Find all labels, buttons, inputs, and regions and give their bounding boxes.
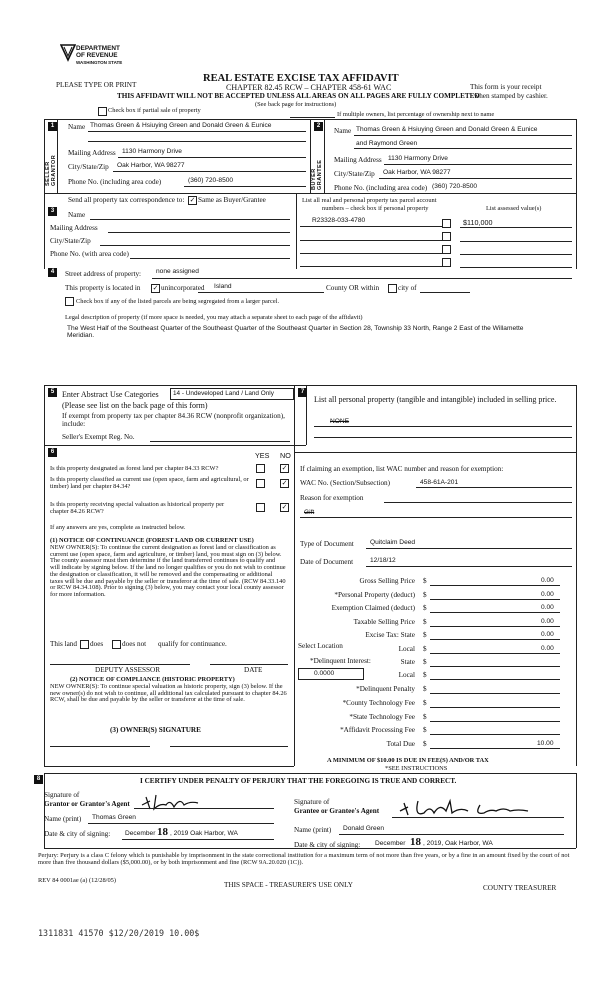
interest-state-label: State	[400, 658, 415, 666]
same-as-buyer-checkbox[interactable]: ✓	[189, 196, 196, 204]
seller-city[interactable]: Oak Harbor, WA 98277	[117, 162, 185, 169]
city-of-checkbox[interactable]	[388, 284, 397, 293]
street-label: Street address of property:	[65, 270, 142, 278]
grantee-signature-icon	[396, 797, 536, 819]
notice1-body: NEW OWNER(S): To continue the current designation as forest land or classification as current use (open space, farm and agriculture, or timber) land, you must sign on (3) below. The county assessor must then determine if the land transferred continues to qualify and will indicate by signing below. If the land no longer qualifies or you do not wish to continue the designation or classification, it will be removed and the compensating or additional taxes will be due and payable by the seller or transferor at the time of sale. (RCW 84.33.140 or RCW 84.34.108). Prior to signing (3) below, you may contact your local county assessor for more information.	[50, 544, 286, 599]
notice2-title: (2) NOTICE OF COMPLIANCE (HISTORIC PROPERTY)	[70, 676, 235, 683]
minimum-due-2: *SEE INSTRUCTIONS	[385, 765, 448, 772]
chapter-ref: CHAPTER 82.45 RCW – CHAPTER 458-61 WAC	[226, 83, 392, 92]
owner-signature-label: (3) OWNER(S) SIGNATURE	[110, 726, 201, 734]
currency-8: $	[423, 671, 427, 679]
wac-label: WAC No. (Section/Subsection)	[300, 479, 391, 487]
section-4-marker: 4	[48, 268, 57, 277]
seller-phone[interactable]: (360) 720-8500	[188, 177, 234, 184]
county-value[interactable]: Island	[214, 283, 232, 290]
forest-yes-checkbox[interactable]	[256, 464, 265, 473]
seller-phone-label: Phone No. (including area code)	[68, 178, 162, 186]
grantee-date-label: Date & city of signing:	[294, 841, 361, 849]
form-number: REV 84 0001ae (a) (12/28/05)	[38, 877, 116, 884]
exemption-deduct-label: Exemption Claimed (deduct)	[331, 604, 415, 612]
gross-selling-label: Gross Selling Price	[359, 577, 415, 585]
section-2-marker: 2	[314, 122, 323, 131]
segregated-checkbox[interactable]	[65, 297, 74, 306]
warning-text: THIS AFFIDAVIT WILL NOT BE ACCEPTED UNLESS ALL AREAS ON ALL PAGES ARE FULLY COMPLETED	[117, 92, 480, 100]
seller-mailing-label: Mailing Address	[68, 149, 116, 157]
parcels-header-2: numbers – check box if personal property	[322, 205, 429, 212]
affidavit-fee-label: *Affidavit Processing Fee	[340, 726, 415, 734]
grantor-date-month[interactable]: December	[125, 830, 156, 837]
forest-no-checkbox[interactable]: ✓	[281, 464, 288, 472]
exempt-note: If exempt from property tax per chapter 84.36 RCW (nonprofit organization), include:	[62, 412, 285, 429]
excise-state-value[interactable]: 0.00	[541, 631, 554, 638]
assessed-header: List assessed value(s)	[486, 205, 542, 212]
seller-name-label: Name	[68, 123, 86, 131]
currency-11: $	[423, 713, 427, 721]
dept-line1: DEPARTMENT	[76, 45, 120, 52]
currency-12: $	[423, 726, 427, 734]
receipt-note-1: This form is your receipt	[470, 83, 542, 91]
question-current-use: Is this property classified as current use (open space, farm and agricultural, or timber) land per chapter 84.34?	[50, 476, 249, 491]
excise-state-label: Excise Tax: State	[365, 631, 415, 639]
grantee-date-month[interactable]: December	[375, 840, 406, 847]
recording-stamp: 1311831 41570 $12/20/2019 10.00$	[38, 928, 200, 938]
logo-mark-icon	[60, 44, 76, 62]
buyer-name-line1[interactable]: Thomas Green & Hsiuying Green and Donald Green & Eunice	[356, 126, 538, 133]
location-select[interactable]	[298, 668, 364, 680]
perjury-notice: Perjury: Perjury is a class C felony which is punishable by imprisonment in the state correctional institution for a maximum term of not more than five years, or by a fine in an amount fixed by the court of not more than five thousand dollars ($5,000.00), or by both imprisonment and fine (RCW 9A.20.020 (1C)).	[38, 852, 570, 867]
grantee-name-label: Name (print)	[294, 826, 332, 834]
seller-name[interactable]: Thomas Green & Hsiuying Green and Donald Green & Eunice	[90, 122, 272, 129]
grantor-date-rest[interactable]: , 2019 Oak Harbor, WA	[170, 830, 238, 837]
parcel-personal-checkbox-4[interactable]	[442, 258, 451, 267]
dor-logo	[60, 44, 76, 67]
seller-side-label: SELLER GRANTOR	[45, 154, 57, 186]
unincorporated-label: unincorporated	[161, 284, 205, 292]
section-5-marker: 5	[48, 388, 57, 397]
street-value[interactable]: none assigned	[156, 268, 199, 275]
state-tech-fee-label: *State Technology Fee	[349, 713, 415, 721]
abstract-select[interactable]	[170, 388, 294, 400]
parcel-number[interactable]: R23328-033-4780	[312, 217, 366, 224]
city-of-label: city of	[398, 284, 417, 292]
location-value: 0.0000	[314, 670, 335, 677]
dept-line2: OF REVENUE	[76, 52, 118, 59]
this-land-label: This land	[50, 640, 77, 648]
partial-sale-label: Check box if partial sale of property	[108, 107, 201, 114]
parcel-personal-checkbox-1[interactable]	[442, 219, 451, 228]
buyer-phone-label: Phone No. (including area code)	[334, 184, 428, 192]
section-6-marker: 6	[48, 448, 57, 457]
legal-label: Legal description of property (if more space is needed, you may attach a separate sheet to each page of the affidavit)	[65, 314, 363, 321]
parcel-personal-checkbox-2[interactable]	[442, 232, 451, 241]
personal-deduct-value[interactable]: 0.00	[541, 591, 554, 598]
historic-yes-checkbox[interactable]	[256, 503, 265, 512]
segregated-label: Check box if any of the listed parcels are being segregated from a larger parcel.	[76, 298, 280, 305]
minimum-due-1: A MINIMUM OF $10.00 IS DUE IN FEE(S) AND/OR TAX	[327, 757, 489, 764]
unincorporated-checkbox[interactable]: ✓	[152, 284, 159, 292]
abstract-label: Enter Abstract Use Categories	[62, 390, 159, 399]
section-8-marker: 8	[34, 775, 43, 784]
doc-type-value[interactable]: Quitclaim Deed	[370, 539, 416, 546]
grantor-name-label: Name (print)	[44, 815, 82, 823]
tax-phone-label: Phone No. (with area code)	[50, 250, 129, 258]
same-as-buyer-label: Same as Buyer/Grantee	[198, 196, 266, 204]
page-title: REAL ESTATE EXCISE TAX AFFIDAVIT	[203, 73, 399, 84]
county-or-within: County OR within	[326, 284, 380, 292]
currency-2: $	[423, 591, 427, 599]
excise-local-label: Local	[398, 645, 415, 653]
grantor-sig-label-1: Signature of	[44, 791, 80, 799]
parcels-header-1: List all real and personal property tax parcel account	[302, 197, 437, 204]
county-treasurer: COUNTY TREASURER	[483, 884, 557, 892]
section-7-marker: 7	[298, 388, 307, 397]
grantee-date-rest[interactable]: , 2019, Oak Harbor, WA	[423, 840, 493, 847]
taxable-selling-label: Taxable Selling Price	[353, 618, 415, 626]
notice2-body: NEW OWNER(S): To continue special valuation as historic property, sign (3) below. If the new owner(s) do not wish to continue, all additional tax calculated pursuant to chapter 84.26 RCW, shall be due and payable by the seller or transferor at the time of sale.	[50, 683, 287, 704]
excise-local-value[interactable]: 0.00	[541, 645, 554, 652]
grantor-sig-label-2: Grantor or Grantor's Agent	[44, 800, 130, 808]
doc-date-label: Date of Document	[300, 558, 354, 566]
currency-7: $	[423, 658, 427, 666]
delinquent-interest-label: *Delinquent Interest:	[310, 657, 371, 665]
grantee-sig-label-1: Signature of	[294, 798, 330, 806]
tax-name-label: Name	[68, 211, 86, 219]
dept-line3: WASHINGTON STATE	[76, 60, 123, 65]
delinquent-penalty-label: *Delinquent Penalty	[356, 685, 415, 693]
grantee-sig-label-2: Grantee or Grantee's Agent	[294, 807, 380, 815]
total-due-label: Total Due	[386, 740, 415, 748]
seller-city-label: City/State/Zip	[68, 163, 109, 171]
county-tech-fee-label: *County Technology Fee	[342, 699, 415, 707]
taxable-selling-value[interactable]: 0.00	[541, 618, 554, 625]
receipt-note-2: when stamped by cashier.	[474, 92, 548, 100]
grantee-date-day[interactable]: 18	[410, 836, 421, 848]
seller-mailing[interactable]: 1130 Harmony Drive	[122, 148, 182, 155]
section-3-marker: 3	[48, 207, 57, 216]
currency-6: $	[423, 645, 427, 653]
see-back: (See back page for instructions)	[255, 101, 337, 108]
dor-logo-text	[76, 45, 122, 66]
does-not-label: does not	[122, 640, 147, 648]
buyer-mailing[interactable]: 1130 Harmony Drive	[388, 155, 448, 162]
personal-deduct-label: *Personal Property (deduct)	[334, 591, 415, 599]
tax-city-label: City/State/Zip	[50, 237, 91, 245]
section-1-marker: 1	[48, 122, 57, 131]
no-header: NO	[280, 451, 291, 460]
abstract-value: 14 - Undeveloped Land / Land Only	[173, 390, 274, 397]
yes-header: YES	[255, 451, 270, 460]
partial-sale-checkbox[interactable]	[98, 107, 107, 116]
assessor-date: DATE	[244, 666, 263, 674]
currency-13: $	[423, 740, 427, 748]
buyer-name-label: Name	[334, 127, 352, 135]
does-not-checkbox[interactable]	[112, 640, 121, 649]
interest-local-label: Local	[398, 671, 415, 679]
buyer-name-line2[interactable]: and Raymond Green	[356, 140, 418, 147]
historic-no-checkbox[interactable]: ✓	[281, 503, 288, 511]
buyer-city[interactable]: Oak Harbor, WA 98277	[383, 169, 451, 176]
current-use-no-checkbox[interactable]: ✓	[281, 479, 288, 487]
doc-type-label: Type of Document	[300, 540, 354, 548]
grantor-date-label: Date & city of signing:	[44, 830, 111, 838]
claim-exemption-label: If claiming an exemption, list WAC number and reason for exemption:	[300, 465, 504, 473]
grantor-name[interactable]: Thomas Green	[92, 814, 136, 821]
currency-4: $	[423, 618, 427, 626]
tax-mailing-label: Mailing Address	[50, 224, 98, 232]
any-yes-note: If any answers are yes, complete as instructed below.	[50, 524, 186, 531]
buyer-city-label: City/State/Zip	[334, 170, 375, 178]
multiple-owners-note: If multiple owners, list percentage of ownership next to name	[337, 111, 495, 118]
buyer-side-label: BUYER GRANTEE	[311, 159, 323, 190]
please-type: PLEASE TYPE OR PRINT	[56, 81, 137, 89]
currency-5: $	[423, 631, 427, 639]
parcel-personal-checkbox-3[interactable]	[442, 245, 451, 254]
certify-statement: I CERTIFY UNDER PENALTY OF PERJURY THAT THE FOREGOING IS TRUE AND CORRECT.	[140, 777, 457, 785]
currency-9: $	[423, 685, 427, 693]
select-location-label: Select Location	[298, 642, 343, 650]
deputy-assessor: DEPUTY ASSESSOR	[95, 666, 161, 674]
personal-property-value[interactable]: NONE	[330, 418, 350, 425]
qualify-label: qualify for continuance.	[158, 640, 227, 648]
current-use-yes-checkbox[interactable]	[256, 479, 265, 488]
assessed-value[interactable]: $110,000	[463, 218, 493, 227]
doc-date-value[interactable]: 12/18/12	[370, 557, 396, 564]
buyer-phone[interactable]: (360) 720-8500	[432, 183, 478, 190]
see-list: (Please see list on the back page of this form)	[62, 401, 208, 410]
exemption-deduct-value[interactable]: 0.00	[541, 604, 554, 611]
tax-correspondence-label: Send all property tax correspondence to:	[68, 196, 185, 204]
grantor-date-day[interactable]: 18	[157, 826, 168, 838]
treasurer-space: THIS SPACE - TREASURER'S USE ONLY	[224, 881, 353, 889]
reason-value[interactable]: Gift	[304, 509, 315, 516]
sellers-exempt-label: Seller's Exempt Reg. No.	[62, 433, 135, 441]
gross-selling-value[interactable]: 0.00	[541, 577, 554, 584]
question-forest: Is this property designated as forest land per chapter 84.33 RCW?	[50, 465, 219, 472]
wac-value[interactable]: 458-61A-201	[420, 479, 459, 486]
legal-description[interactable]: The West Half of the Southeast Quarter of the Southeast Quarter of the Southeast Quarter in Section 28, Township 33 North, Range 2 East of the Willamette Meridian.	[67, 325, 524, 340]
does-checkbox[interactable]	[80, 640, 89, 649]
reason-label: Reason for exemption	[300, 494, 364, 502]
currency-3: $	[423, 604, 427, 612]
question-historic: Is this property receiving special valuation as historical property per chapter 84.26 RCW?	[50, 501, 225, 516]
notice1-title: (1) NOTICE OF CONTINUANCE (FOREST LAND OR CURRENT USE)	[50, 537, 254, 544]
currency-1: $	[423, 577, 427, 585]
buyer-mailing-label: Mailing Address	[334, 156, 382, 164]
total-due-value[interactable]: 10.00	[537, 740, 554, 747]
located-in-label: This property is located in	[65, 284, 141, 292]
currency-10: $	[423, 699, 427, 707]
grantee-name[interactable]: Donald Green	[343, 825, 385, 832]
does-label: does	[90, 640, 104, 648]
personal-property-label: List all personal property (tangible and intangible) included in selling price.	[314, 395, 557, 404]
